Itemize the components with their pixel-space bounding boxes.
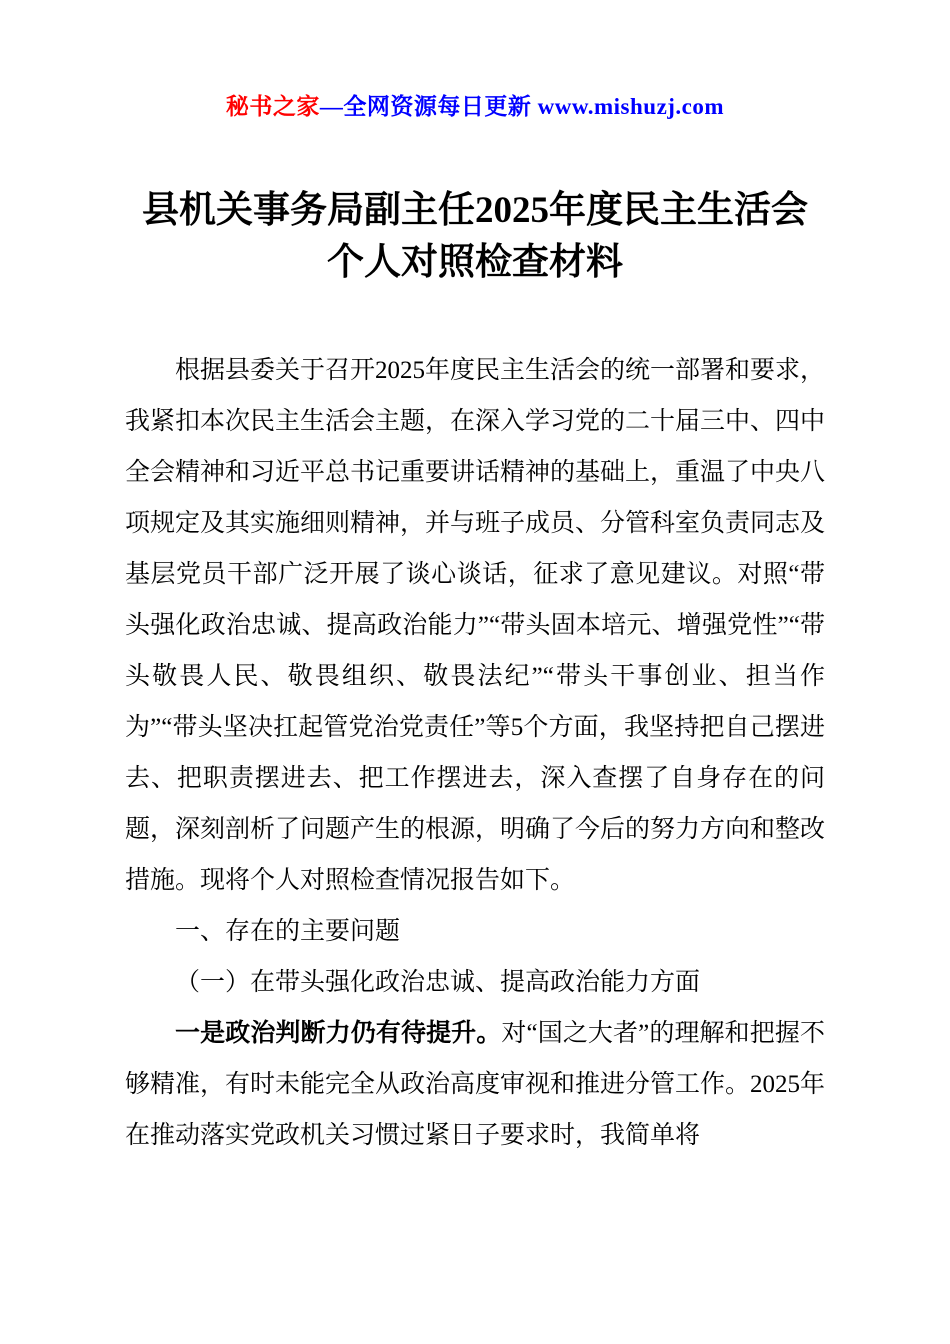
tagline-text: —全网资源每日更新 <box>319 94 538 119</box>
document-body <box>125 345 825 1161</box>
heading-subsection-1: （一）在带头强化政治忠诚、提高政治能力方面 <box>175 969 701 996</box>
issue-1-lead: 一是政治判断力仍有待提升。 <box>175 1020 502 1047</box>
title-line-1: 县机关事务局副主任2025年度民主生活会 <box>142 190 808 231</box>
document-title <box>125 185 825 289</box>
paragraph-issue-1 <box>125 1008 825 1161</box>
brand-text: 秘书之家 <box>225 94 320 119</box>
paragraph-intro: 根据县委关于召开2025年度民主生活会的统一部署和要求，我紧扣本次民主生活会主题，在深入学习党的二十届三中、四中全会精神和习近平总书记重要讲话精神的基础上，重温了中央八项规定及其实施细则精神，并与班子成员、分管科室负责同志及基层党员干部广泛开展了谈心谈话，征求了意见建议。对照“带头强化政治忠诚、提高政治能力”“带头固本培元、增强党性”“带头敬畏人民、敬畏组织、敬畏法纪”“带头干事创业、担当作为”“带头坚决扛起管党治党责任”等5个方面，我坚持把自己摆进去、把职责摆进去、把工作摆进去，深入查摆了自身存在的问题，深刻剖析了问题产生的根源，明确了今后的努力方向和整改措施。现将个人对照检查情况报告如下。 <box>125 357 826 894</box>
document-header <box>125 88 825 121</box>
issue-1-text: 对“国之大者”的理解和把握不够精准，有时未能完全从政治高度审视和推进分管工作。2025年在推动落实党政机关习惯过紧日子要求时，我简单将 <box>125 1020 826 1149</box>
title-line-2: 个人对照检查材料 <box>327 242 623 283</box>
site-url: www.mishuzj.com <box>537 94 725 119</box>
heading-main-issues: 一、存在的主要问题 <box>175 918 401 945</box>
